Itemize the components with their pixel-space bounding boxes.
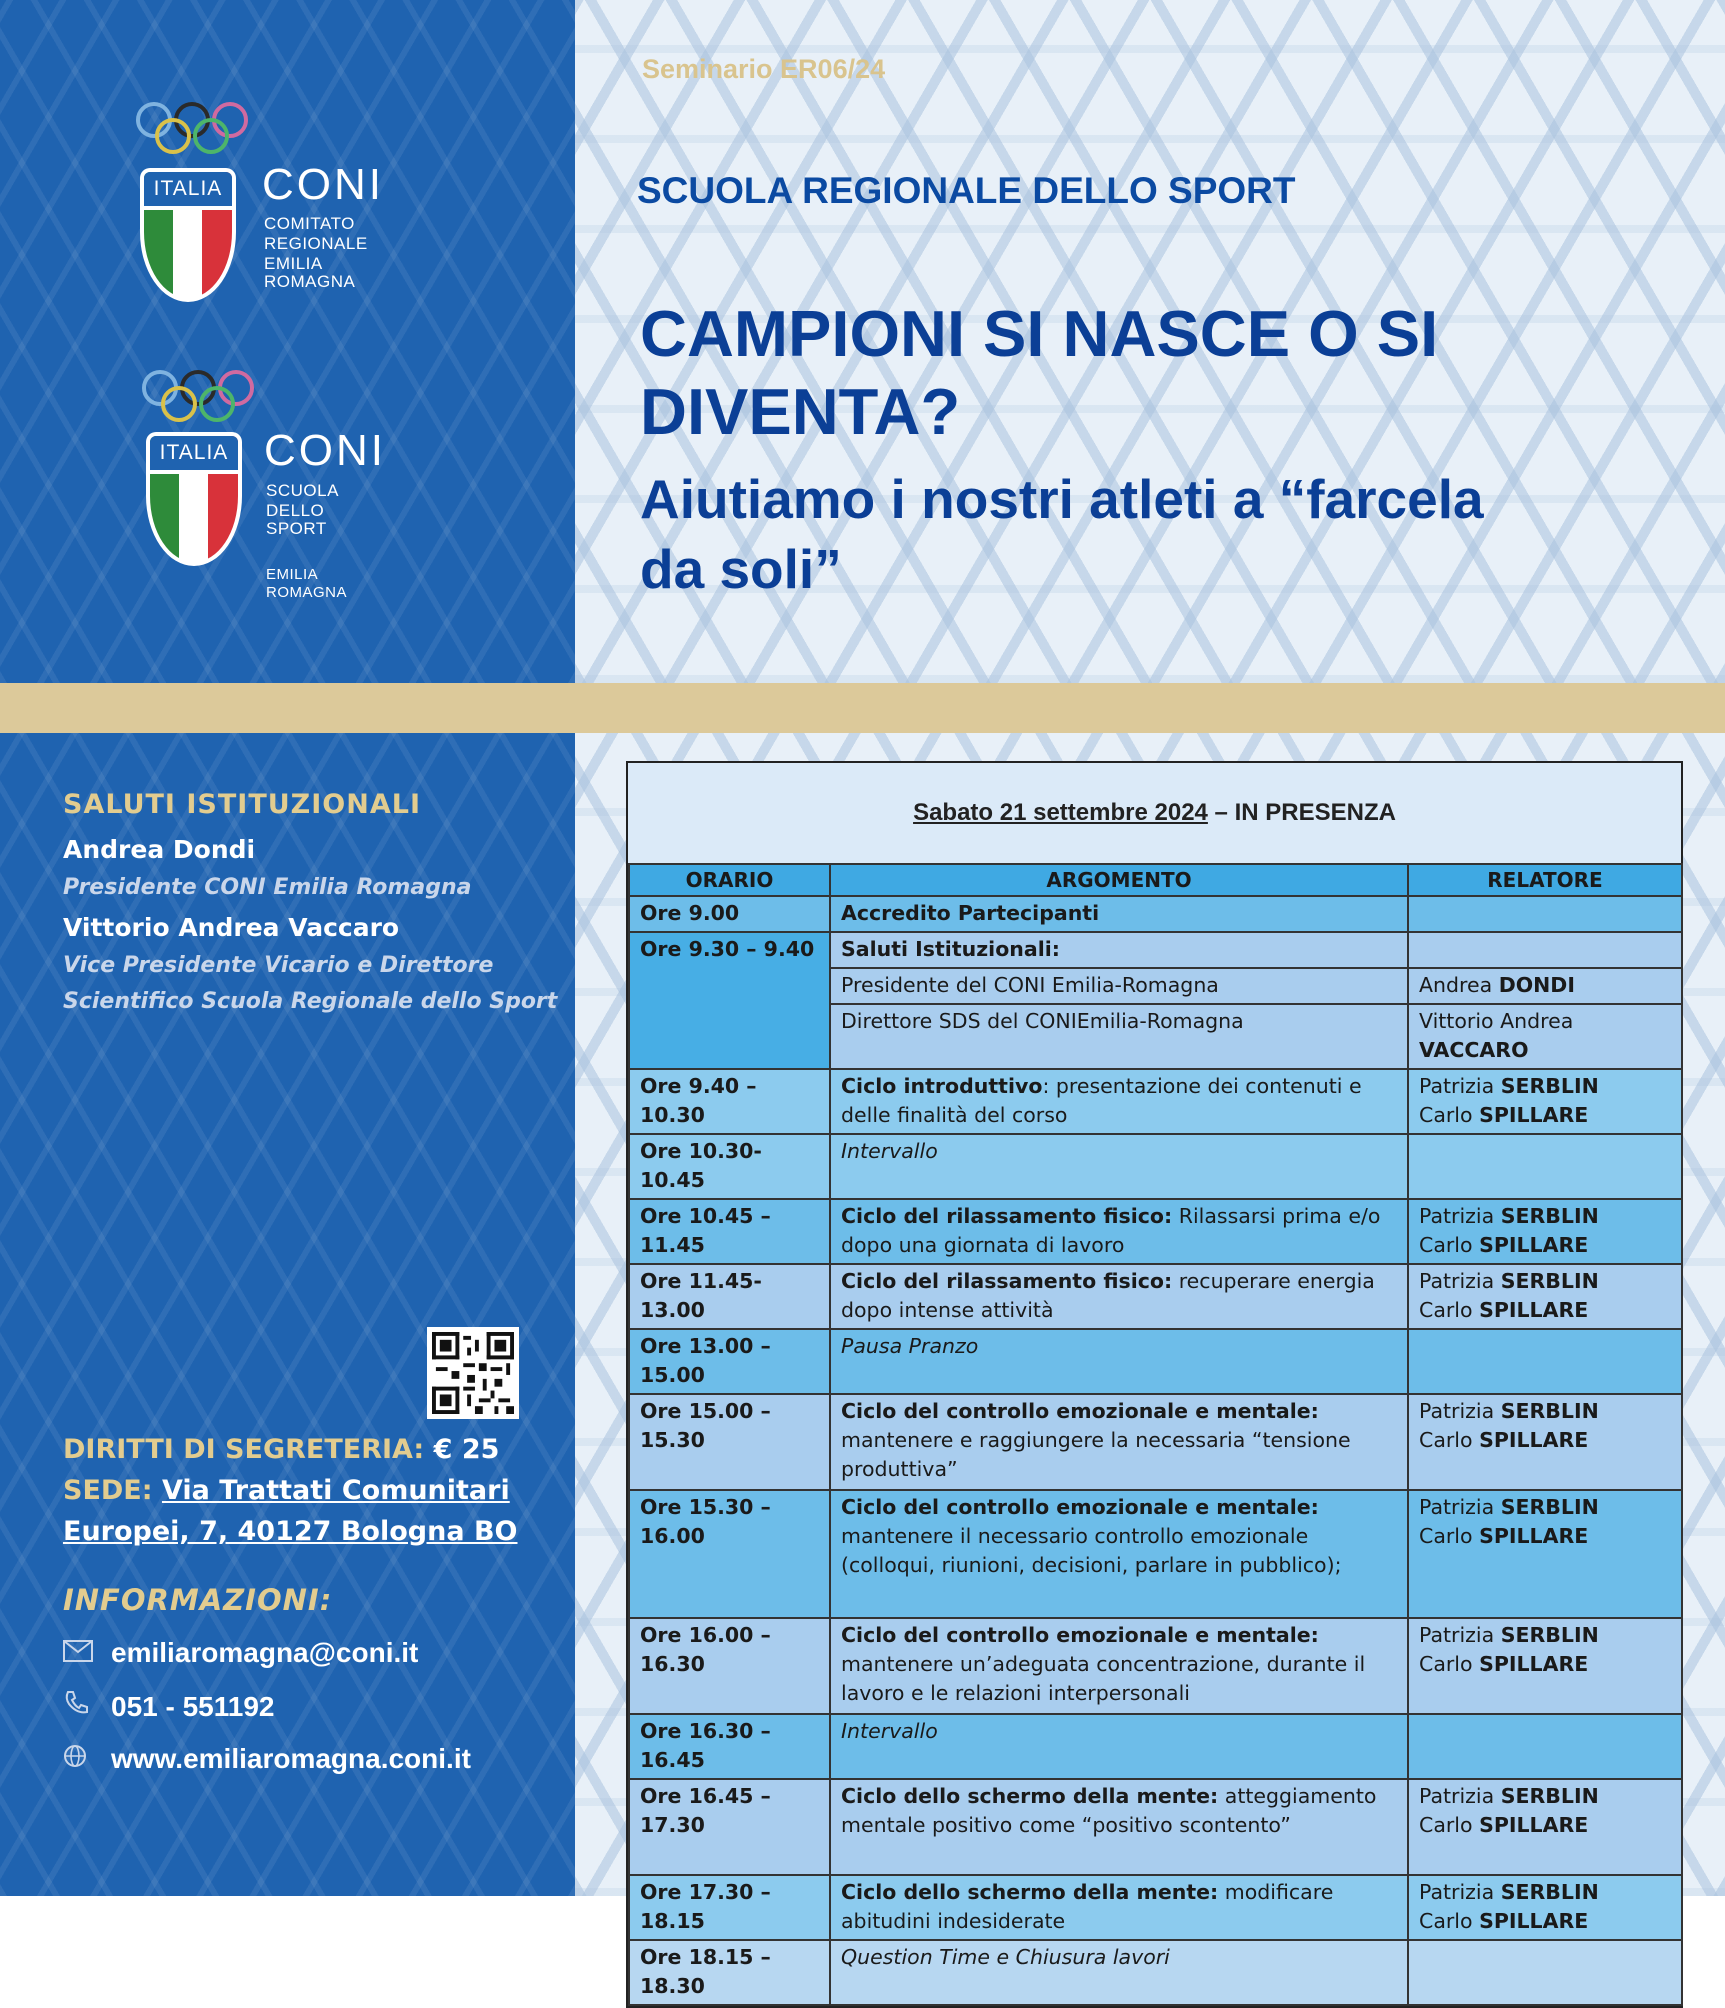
speaker-last-name: SPILLARE	[1479, 1652, 1589, 1676]
speaker-last-name: SPILLARE	[1479, 1233, 1589, 1257]
speaker-first-name: Vittorio Andrea	[1419, 1009, 1574, 1033]
venue-address-link-2[interactable]: Europei, 7, 40127 Bologna BO	[63, 1516, 518, 1547]
italia-shield-icon	[146, 432, 242, 566]
qr-code[interactable]	[427, 1327, 519, 1419]
table-header-row	[629, 864, 1682, 896]
venue-line	[63, 1470, 510, 1511]
topic-bold: Ciclo dello schermo della mente:	[841, 1784, 1219, 1808]
speaker-last-name: SPILLARE	[1479, 1298, 1589, 1322]
speaker-first-name: Patrizia	[1419, 1074, 1501, 1098]
table-row	[629, 1779, 1682, 1875]
speaker-last-name: VACCARO	[1419, 1038, 1529, 1062]
speaker-first-name: Carlo	[1419, 1813, 1480, 1837]
italia-shield-icon	[140, 168, 236, 302]
info-title: INFORMAZIONI:	[63, 1583, 333, 1617]
schedule-heading	[628, 763, 1681, 863]
page-title	[640, 295, 1700, 451]
speaker-first-name: Patrizia	[1419, 1784, 1501, 1808]
topic-text: mantenere il necessario controllo emozionale (colloqui, riunioni, decisioni, parlare in pubblico);	[841, 1524, 1342, 1577]
row-time: Ore 13.00 – 15.00	[629, 1329, 830, 1394]
title-line-2: DIVENTA?	[640, 375, 961, 448]
email-link[interactable]: emiliaromagna@coni.it	[111, 1637, 419, 1668]
table-row	[629, 1618, 1682, 1714]
venue-address-link-1[interactable]: Via Trattati Comunitari	[161, 1475, 510, 1506]
role-vaccaro-line2: Scientifico Scuola Regionale dello Sport	[63, 989, 558, 1014]
table-row	[629, 1134, 1682, 1199]
role-dondi: Presidente CONI Emilia Romagna	[63, 875, 472, 900]
logo2-line3: EMILIA ROMAGNA	[266, 566, 348, 601]
row-topic: Intervallo	[830, 1714, 1408, 1779]
fee-label: DIRITTI DI SEGRETERIA:	[63, 1434, 425, 1465]
row-topic	[830, 1264, 1408, 1329]
row-speaker	[1408, 1069, 1682, 1134]
row-speaker	[1408, 1134, 1682, 1199]
topic-text: Rilassarsi prima e/o dopo una giornata di lavoro	[841, 1204, 1381, 1257]
subtitle-line-2: da soli”	[640, 538, 842, 600]
row-time: Ore 9.00	[629, 896, 830, 932]
logo1-line1: COMITATO	[264, 214, 355, 233]
speaker-last-name: SERBLIN	[1500, 1880, 1599, 1904]
speaker-last-name: DONDI	[1498, 973, 1575, 997]
speaker-first-name: Carlo	[1419, 1103, 1480, 1127]
coni-wordmark: CONI	[264, 426, 386, 475]
row-topic: Direttore SDS del CONIEmilia-Romagna	[830, 1004, 1408, 1069]
topic-bold: Ciclo del controllo emozionale e mentale:	[841, 1399, 1319, 1423]
seminar-code: Seminario ER06/24	[642, 54, 886, 84]
speaker-first-name: Patrizia	[1419, 1623, 1501, 1647]
speaker-last-name: SPILLARE	[1479, 1813, 1589, 1837]
col-header-topic: ARGOMENTO	[830, 864, 1408, 896]
phone-icon	[63, 1690, 93, 1722]
row-speaker	[1408, 1004, 1682, 1069]
topic-bold: Ciclo introduttivo	[841, 1074, 1043, 1098]
col-header-speaker: RELATORE	[1408, 864, 1682, 896]
speaker-first-name: Carlo	[1419, 1909, 1480, 1933]
row-speaker	[1408, 1329, 1682, 1394]
row-topic	[830, 1394, 1408, 1490]
speaker-last-name: SPILLARE	[1479, 1103, 1589, 1127]
row-speaker	[1408, 1394, 1682, 1490]
logo1-line2: REGIONALE	[264, 234, 368, 253]
row-time: Ore 9.40 – 10.30	[629, 1069, 830, 1134]
row-speaker	[1408, 896, 1682, 932]
website-link[interactable]: www.emiliaromagna.coni.it	[111, 1743, 471, 1774]
row-time: Ore 16.45 – 17.30	[629, 1779, 830, 1875]
row-topic: Pausa Pranzo	[830, 1329, 1408, 1394]
topic-text: modificare abitudini indesiderate	[841, 1880, 1334, 1933]
table-row	[629, 1264, 1682, 1329]
row-topic	[830, 1069, 1408, 1134]
olympic-rings-icon	[134, 100, 254, 160]
table-row	[629, 1714, 1682, 1779]
row-time: Ore 10.30-10.45	[629, 1134, 830, 1199]
topic-text: mantenere e raggiungere la necessaria “tensione produttiva”	[841, 1428, 1351, 1481]
row-time: Ore 18.15 – 18.30	[629, 1940, 830, 2005]
table-row	[629, 932, 1682, 968]
person-vaccaro: Vittorio Andrea Vaccaro	[63, 913, 400, 942]
row-topic	[830, 1199, 1408, 1264]
phone-contact[interactable]	[63, 1690, 275, 1723]
row-time: Ore 16.00 – 16.30	[629, 1618, 830, 1714]
row-speaker	[1408, 1940, 1682, 2005]
row-time: Ore 11.45- 13.00	[629, 1264, 830, 1329]
row-topic: Saluti Istituzionali:	[830, 932, 1408, 968]
topic-bold: Ciclo del controllo emozionale e mentale:	[841, 1495, 1319, 1519]
table-row	[629, 1199, 1682, 1264]
speaker-first-name: Andrea	[1419, 973, 1499, 997]
table-row	[629, 1329, 1682, 1394]
speaker-last-name: SERBLIN	[1500, 1623, 1599, 1647]
row-topic: Accredito Partecipanti	[830, 896, 1408, 932]
row-speaker	[1408, 1490, 1682, 1618]
speaker-last-name: SERBLIN	[1500, 1495, 1599, 1519]
role-vaccaro-line1: Vice Presidente Vicario e Direttore	[63, 953, 494, 978]
speaker-first-name: Patrizia	[1419, 1495, 1501, 1519]
topic-bold: Ciclo del controllo emozionale e mentale:	[841, 1623, 1319, 1647]
shield-label: ITALIA	[144, 172, 232, 210]
venue-line-2	[63, 1511, 518, 1552]
row-topic: Intervallo	[830, 1134, 1408, 1199]
table-row	[629, 1940, 1682, 2005]
speaker-first-name: Patrizia	[1419, 1204, 1501, 1228]
schedule-grid	[628, 863, 1683, 2006]
row-topic	[830, 1490, 1408, 1618]
row-speaker	[1408, 1779, 1682, 1875]
speaker-first-name: Carlo	[1419, 1428, 1480, 1452]
table-row	[629, 1069, 1682, 1134]
topic-text: recuperare energia dopo intense attività	[841, 1269, 1375, 1322]
web-contact[interactable]	[63, 1743, 471, 1775]
row-speaker	[1408, 932, 1682, 968]
row-time: Ore 15.00 – 15.30	[629, 1394, 830, 1490]
page-subtitle	[640, 464, 1700, 604]
row-time: Ore 10.45 – 11.45	[629, 1199, 830, 1264]
qr-code-icon	[432, 1332, 514, 1414]
row-topic: Question Time e Chiusura lavori	[830, 1940, 1408, 2005]
speaker-first-name: Patrizia	[1419, 1399, 1501, 1423]
speaker-last-name: SERBLIN	[1500, 1399, 1599, 1423]
col-header-time: ORARIO	[629, 864, 830, 896]
table-row	[629, 1394, 1682, 1490]
greetings-title: SALUTI ISTITUZIONALI	[63, 789, 421, 820]
fee-line	[63, 1429, 499, 1470]
row-speaker	[1408, 968, 1682, 1004]
gold-divider-band	[0, 683, 1725, 733]
row-speaker	[1408, 1618, 1682, 1714]
subtitle-line-1: Aiutiamo i nostri atleti a “farcela	[640, 468, 1484, 530]
topic-text: atteggiamento mentale positivo come “positivo scontento”	[841, 1784, 1377, 1837]
person-dondi: Andrea Dondi	[63, 835, 256, 864]
olympic-rings-icon	[140, 368, 260, 428]
row-speaker	[1408, 1875, 1682, 1940]
shield-label: ITALIA	[150, 436, 238, 474]
schedule-date: Sabato 21 settembre 2024	[913, 799, 1208, 826]
row-topic	[830, 1875, 1408, 1940]
logo2-line2: DELLO SPORT	[266, 501, 327, 538]
venue-label: SEDE:	[63, 1475, 153, 1506]
schedule-mode: – IN PRESENZA	[1207, 799, 1396, 826]
speaker-last-name: SPILLARE	[1479, 1428, 1589, 1452]
row-time: Ore 15.30 – 16.00	[629, 1490, 830, 1618]
speaker-last-name: SERBLIN	[1500, 1269, 1599, 1293]
row-topic	[830, 1779, 1408, 1875]
row-time: Ore 9.30 – 9.40	[629, 932, 830, 1069]
speaker-first-name: Carlo	[1419, 1524, 1480, 1548]
row-time: Ore 16.30 – 16.45	[629, 1714, 830, 1779]
row-time: Ore 17.30 – 18.15	[629, 1875, 830, 1940]
table-row	[629, 1490, 1682, 1618]
speaker-first-name: Carlo	[1419, 1652, 1480, 1676]
envelope-icon	[63, 1640, 93, 1668]
speaker-first-name: Patrizia	[1419, 1269, 1501, 1293]
topic-text: : presentazione dei contenuti e delle finalità del corso	[841, 1074, 1362, 1127]
topic-bold: Ciclo del rilassamento fisico:	[841, 1204, 1173, 1228]
speaker-first-name: Patrizia	[1419, 1880, 1501, 1904]
speaker-last-name: SERBLIN	[1500, 1784, 1599, 1808]
row-speaker	[1408, 1264, 1682, 1329]
topic-bold: Ciclo del rilassamento fisico:	[841, 1269, 1173, 1293]
table-row	[629, 896, 1682, 932]
row-topic: Presidente del CONI Emilia-Romagna	[830, 968, 1408, 1004]
row-speaker	[1408, 1714, 1682, 1779]
speaker-last-name: SERBLIN	[1500, 1204, 1599, 1228]
title-line-1: CAMPIONI SI NASCE O SI	[640, 297, 1439, 370]
speaker-first-name: Carlo	[1419, 1298, 1480, 1322]
topic-bold: Ciclo dello schermo della mente:	[841, 1880, 1219, 1904]
phone-number[interactable]: 051 - 551192	[111, 1691, 275, 1722]
school-name: SCUOLA REGIONALE DELLO SPORT	[637, 170, 1296, 211]
logo2-line1: SCUOLA	[266, 481, 339, 500]
speaker-last-name: SPILLARE	[1479, 1909, 1589, 1933]
schedule-table	[626, 761, 1683, 2008]
email-contact[interactable]	[63, 1637, 418, 1669]
speaker-last-name: SPILLARE	[1479, 1524, 1589, 1548]
speaker-first-name: Carlo	[1419, 1233, 1480, 1257]
coni-wordmark: CONI	[262, 160, 384, 209]
table-row	[629, 1875, 1682, 1940]
row-topic	[830, 1618, 1408, 1714]
logo1-line3: EMILIA ROMAGNA	[264, 254, 356, 291]
fee-value: € 25	[433, 1434, 500, 1465]
topic-text: mantenere un’adeguata concentrazione, durante il lavoro e le relazioni interpersonali	[841, 1652, 1366, 1705]
row-speaker	[1408, 1199, 1682, 1264]
speaker-last-name: SERBLIN	[1500, 1074, 1599, 1098]
globe-icon	[63, 1744, 93, 1774]
